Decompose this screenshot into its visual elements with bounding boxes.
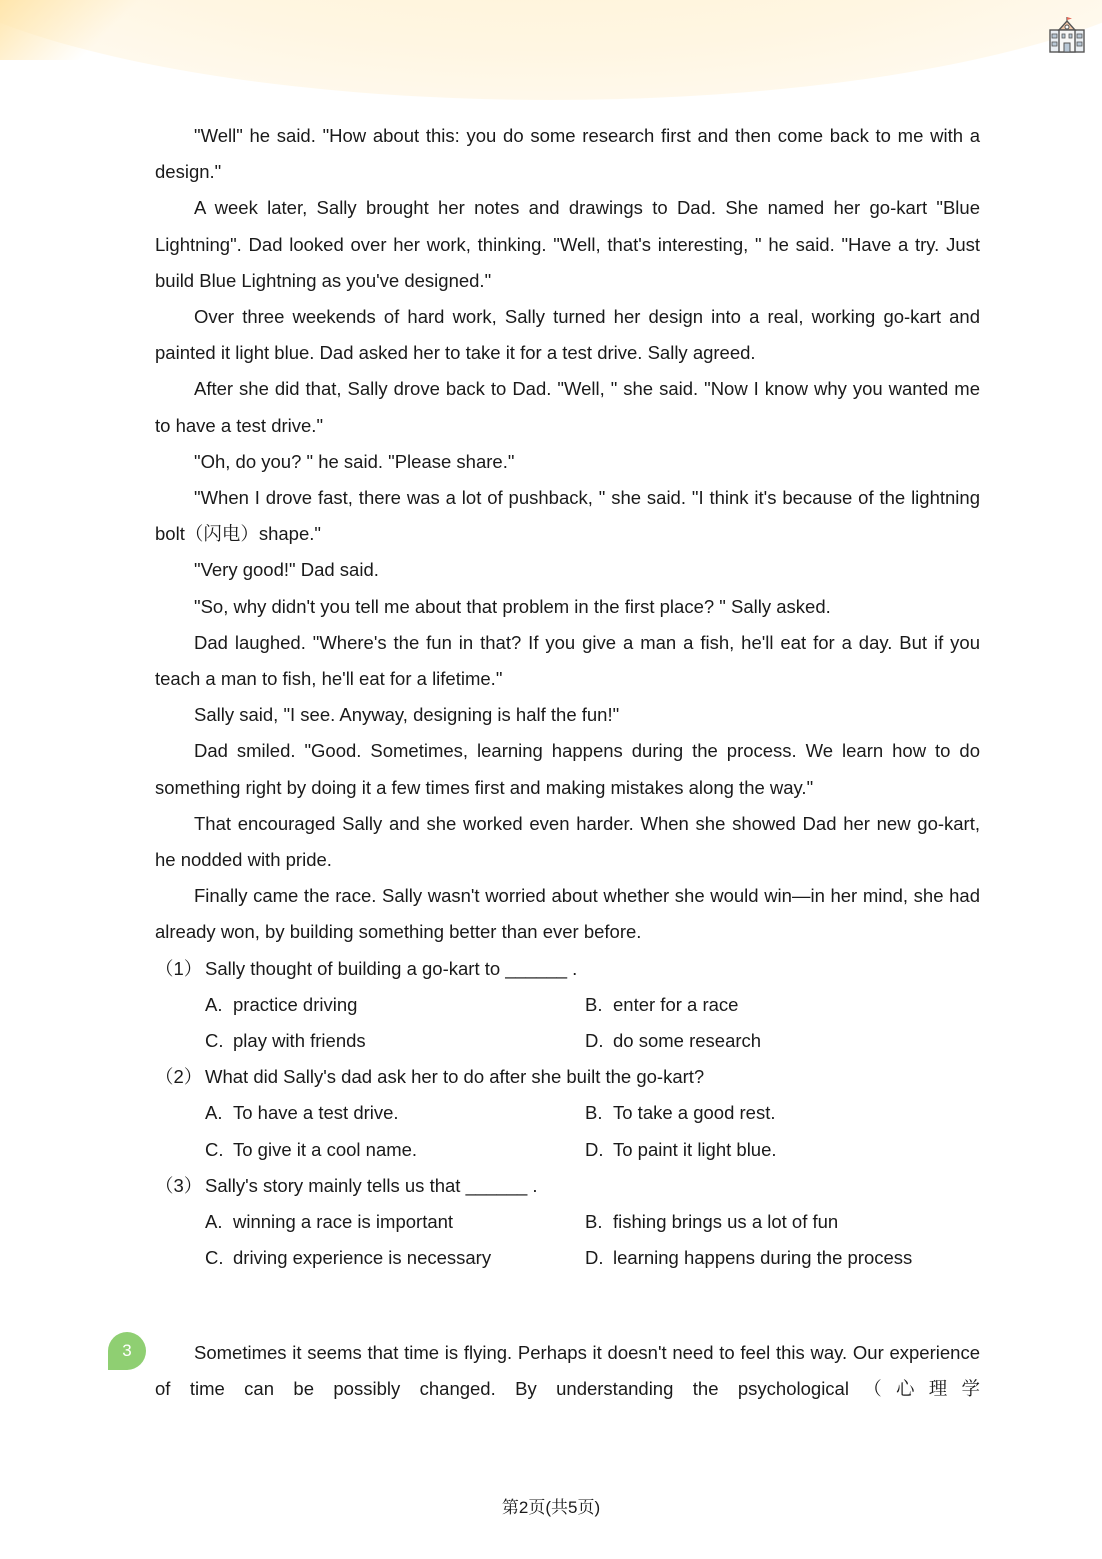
option-a[interactable] bbox=[205, 1204, 585, 1240]
question-number: （2） bbox=[155, 1066, 203, 1088]
option-text: learning happens during the process bbox=[613, 1247, 913, 1269]
option-c[interactable] bbox=[205, 1240, 585, 1276]
option-text: fishing brings us a lot of fun bbox=[613, 1211, 839, 1233]
option-a[interactable] bbox=[205, 987, 585, 1023]
option-c[interactable] bbox=[205, 1132, 585, 1168]
question-text: Sally's story mainly tells us that ______ . bbox=[205, 1174, 538, 1196]
option-letter: B. bbox=[585, 993, 603, 1015]
passage-paragraph: A week later, Sally brought her notes and drawings to Dad. She named her go-kart "Blue Lightning". Dad looked over her work, thinking. "Well, that's interesting, " he said. "Have a try. Just build Blue Lightning as you've designed." bbox=[155, 197, 980, 291]
page-number-footer: 第2页(共5页) bbox=[501, 1498, 601, 1517]
option-letter: B. bbox=[585, 1102, 603, 1124]
option-d[interactable] bbox=[585, 1023, 975, 1059]
option-letter: D. bbox=[585, 1138, 604, 1160]
question-text: Sally thought of building a go-kart to ______ . bbox=[205, 957, 578, 979]
option-text: driving experience is necessary bbox=[233, 1247, 492, 1269]
option-a[interactable] bbox=[205, 1095, 585, 1131]
option-text: To paint it light blue. bbox=[613, 1138, 777, 1160]
passage-paragraph: Sally said, "I see. Anyway, designing is half the fun!" bbox=[194, 704, 620, 726]
option-text: enter for a race bbox=[613, 993, 739, 1015]
option-text: To give it a cool name. bbox=[233, 1138, 418, 1160]
option-d[interactable] bbox=[585, 1240, 975, 1276]
option-letter: C. bbox=[205, 1247, 224, 1269]
option-b[interactable] bbox=[585, 987, 975, 1023]
option-letter: B. bbox=[585, 1211, 603, 1233]
passage-paragraph: That encouraged Sally and she worked even harder. When she showed Dad her new go-kart, he nodded with pride. bbox=[155, 812, 980, 871]
header-band bbox=[0, 0, 1102, 100]
question-1-options bbox=[205, 987, 980, 1059]
section-3-badge: 3 bbox=[108, 1332, 146, 1370]
question-1 bbox=[155, 951, 980, 987]
passage-paragraph: "When I drove fast, there was a lot of pushback, " she said. "I think it's because of the lightning bolt（闪电）shape." bbox=[155, 487, 980, 545]
option-letter: A. bbox=[205, 1211, 223, 1233]
passage-paragraph: Over three weekends of hard work, Sally turned her design into a real, working go-kart and painted it light blue. Dad asked her to take it for a test drive. Sally agreed. bbox=[155, 306, 980, 364]
question-2 bbox=[155, 1059, 980, 1095]
passage-paragraph: "Well" he said. "How about this: you do some research first and then come back to me with a design." bbox=[155, 125, 980, 183]
question-3 bbox=[155, 1168, 980, 1204]
reading-passage bbox=[155, 118, 980, 1407]
section-spacer bbox=[155, 1277, 980, 1335]
option-d[interactable] bbox=[585, 1132, 975, 1168]
passage-paragraph: "So, why didn't you tell me about that problem in the first place? " Sally asked. bbox=[194, 595, 831, 617]
passage-paragraph: Dad smiled. "Good. Sometimes, learning happens during the process. We learn how to do something right by doing it a few times first and making mistakes along the way." bbox=[155, 740, 980, 798]
question-text: What did Sally's dad ask her to do after she built the go-kart? bbox=[205, 1066, 705, 1088]
header-corner-decoration bbox=[0, 0, 140, 60]
passage-paragraph: "Very good!" Dad said. bbox=[194, 559, 379, 581]
question-3-options bbox=[205, 1204, 980, 1276]
school-building-icon bbox=[1048, 16, 1086, 54]
passage-paragraph: "Oh, do you? " he said. "Please share." bbox=[194, 450, 515, 472]
option-text: To take a good rest. bbox=[613, 1102, 776, 1124]
passage-paragraph: Dad laughed. "Where's the fun in that? If you give a man a fish, he'll eat for a day. But if you teach a man to fish, he'll eat for a lifetime." bbox=[155, 631, 980, 690]
option-letter: C. bbox=[205, 1138, 224, 1160]
passage-paragraph: After she did that, Sally drove back to Dad. "Well, " she said. "Now I know why you wanted me to have a test drive." bbox=[155, 378, 980, 436]
option-text: winning a race is important bbox=[233, 1211, 454, 1233]
option-b[interactable] bbox=[585, 1204, 975, 1240]
passage-paragraph: Finally came the race. Sally wasn't worried about whether she would win—in her mind, she had already won, by building something better than ever before. bbox=[155, 885, 980, 943]
option-letter: A. bbox=[205, 1102, 223, 1124]
option-letter: D. bbox=[585, 1030, 604, 1052]
option-text: practice driving bbox=[233, 993, 358, 1015]
option-letter: A. bbox=[205, 993, 223, 1015]
option-text: To have a test drive. bbox=[233, 1102, 399, 1124]
option-c[interactable] bbox=[205, 1023, 585, 1059]
option-letter: C. bbox=[205, 1030, 224, 1052]
option-letter: D. bbox=[585, 1247, 604, 1269]
question-2-options bbox=[205, 1095, 980, 1167]
option-text: do some research bbox=[613, 1030, 762, 1052]
section-3-paragraph: Sometimes it seems that time is flying. Perhaps it doesn't need to feel this way. Our experience of time can be possibly changed. By understanding the psychological（心理学 bbox=[155, 1341, 980, 1399]
question-number: （1） bbox=[155, 957, 203, 979]
question-number: （3） bbox=[155, 1174, 203, 1196]
option-b[interactable] bbox=[585, 1095, 975, 1131]
option-text: play with friends bbox=[233, 1030, 366, 1052]
